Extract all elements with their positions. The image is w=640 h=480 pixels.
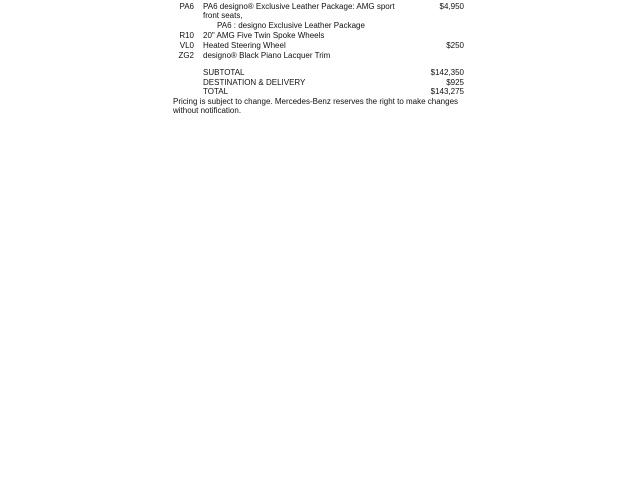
totals-table: [203, 68, 464, 97]
subtotal-label: SUBTOTAL: [203, 68, 245, 77]
option-code: VL0: [179, 41, 194, 51]
total-row: [203, 87, 464, 97]
option-sub-row: [170, 21, 470, 31]
option-description: Heated Steering Wheel: [203, 41, 286, 51]
option-code: R10: [179, 31, 194, 41]
option-row: [170, 2, 470, 20]
destination-delivery-label: DESTINATION & DELIVERY: [203, 77, 306, 87]
options-list: [170, 2, 470, 61]
subtotal-row: [203, 68, 464, 78]
option-price: $250: [446, 41, 464, 51]
option-description: 20" AMG Five Twin Spoke Wheels: [203, 31, 325, 41]
option-description: PA6 designo® Exclusive Leather Package: AMG sport front seats,: [203, 2, 395, 21]
option-row: [170, 31, 470, 41]
subtotal-value: $142,350: [430, 68, 464, 77]
pricing-disclaimer: Pricing is subject to change. Mercedes-Benz reserves the right to make changes without notification.: [173, 97, 459, 116]
option-row: [170, 41, 470, 51]
total-value: $143,275: [430, 87, 464, 97]
option-subdescription: PA6 : designo Exclusive Leather Package: [217, 21, 365, 31]
total-label: TOTAL: [203, 87, 229, 97]
option-row: [170, 51, 470, 61]
option-price: $4,950: [439, 2, 464, 11]
destination-delivery-row: [203, 78, 464, 88]
option-description: designo® Black Piano Lacquer Trim: [203, 51, 331, 61]
option-code: PA6: [179, 2, 194, 11]
destination-delivery-value: $925: [446, 77, 464, 87]
option-code: ZG2: [178, 51, 194, 61]
